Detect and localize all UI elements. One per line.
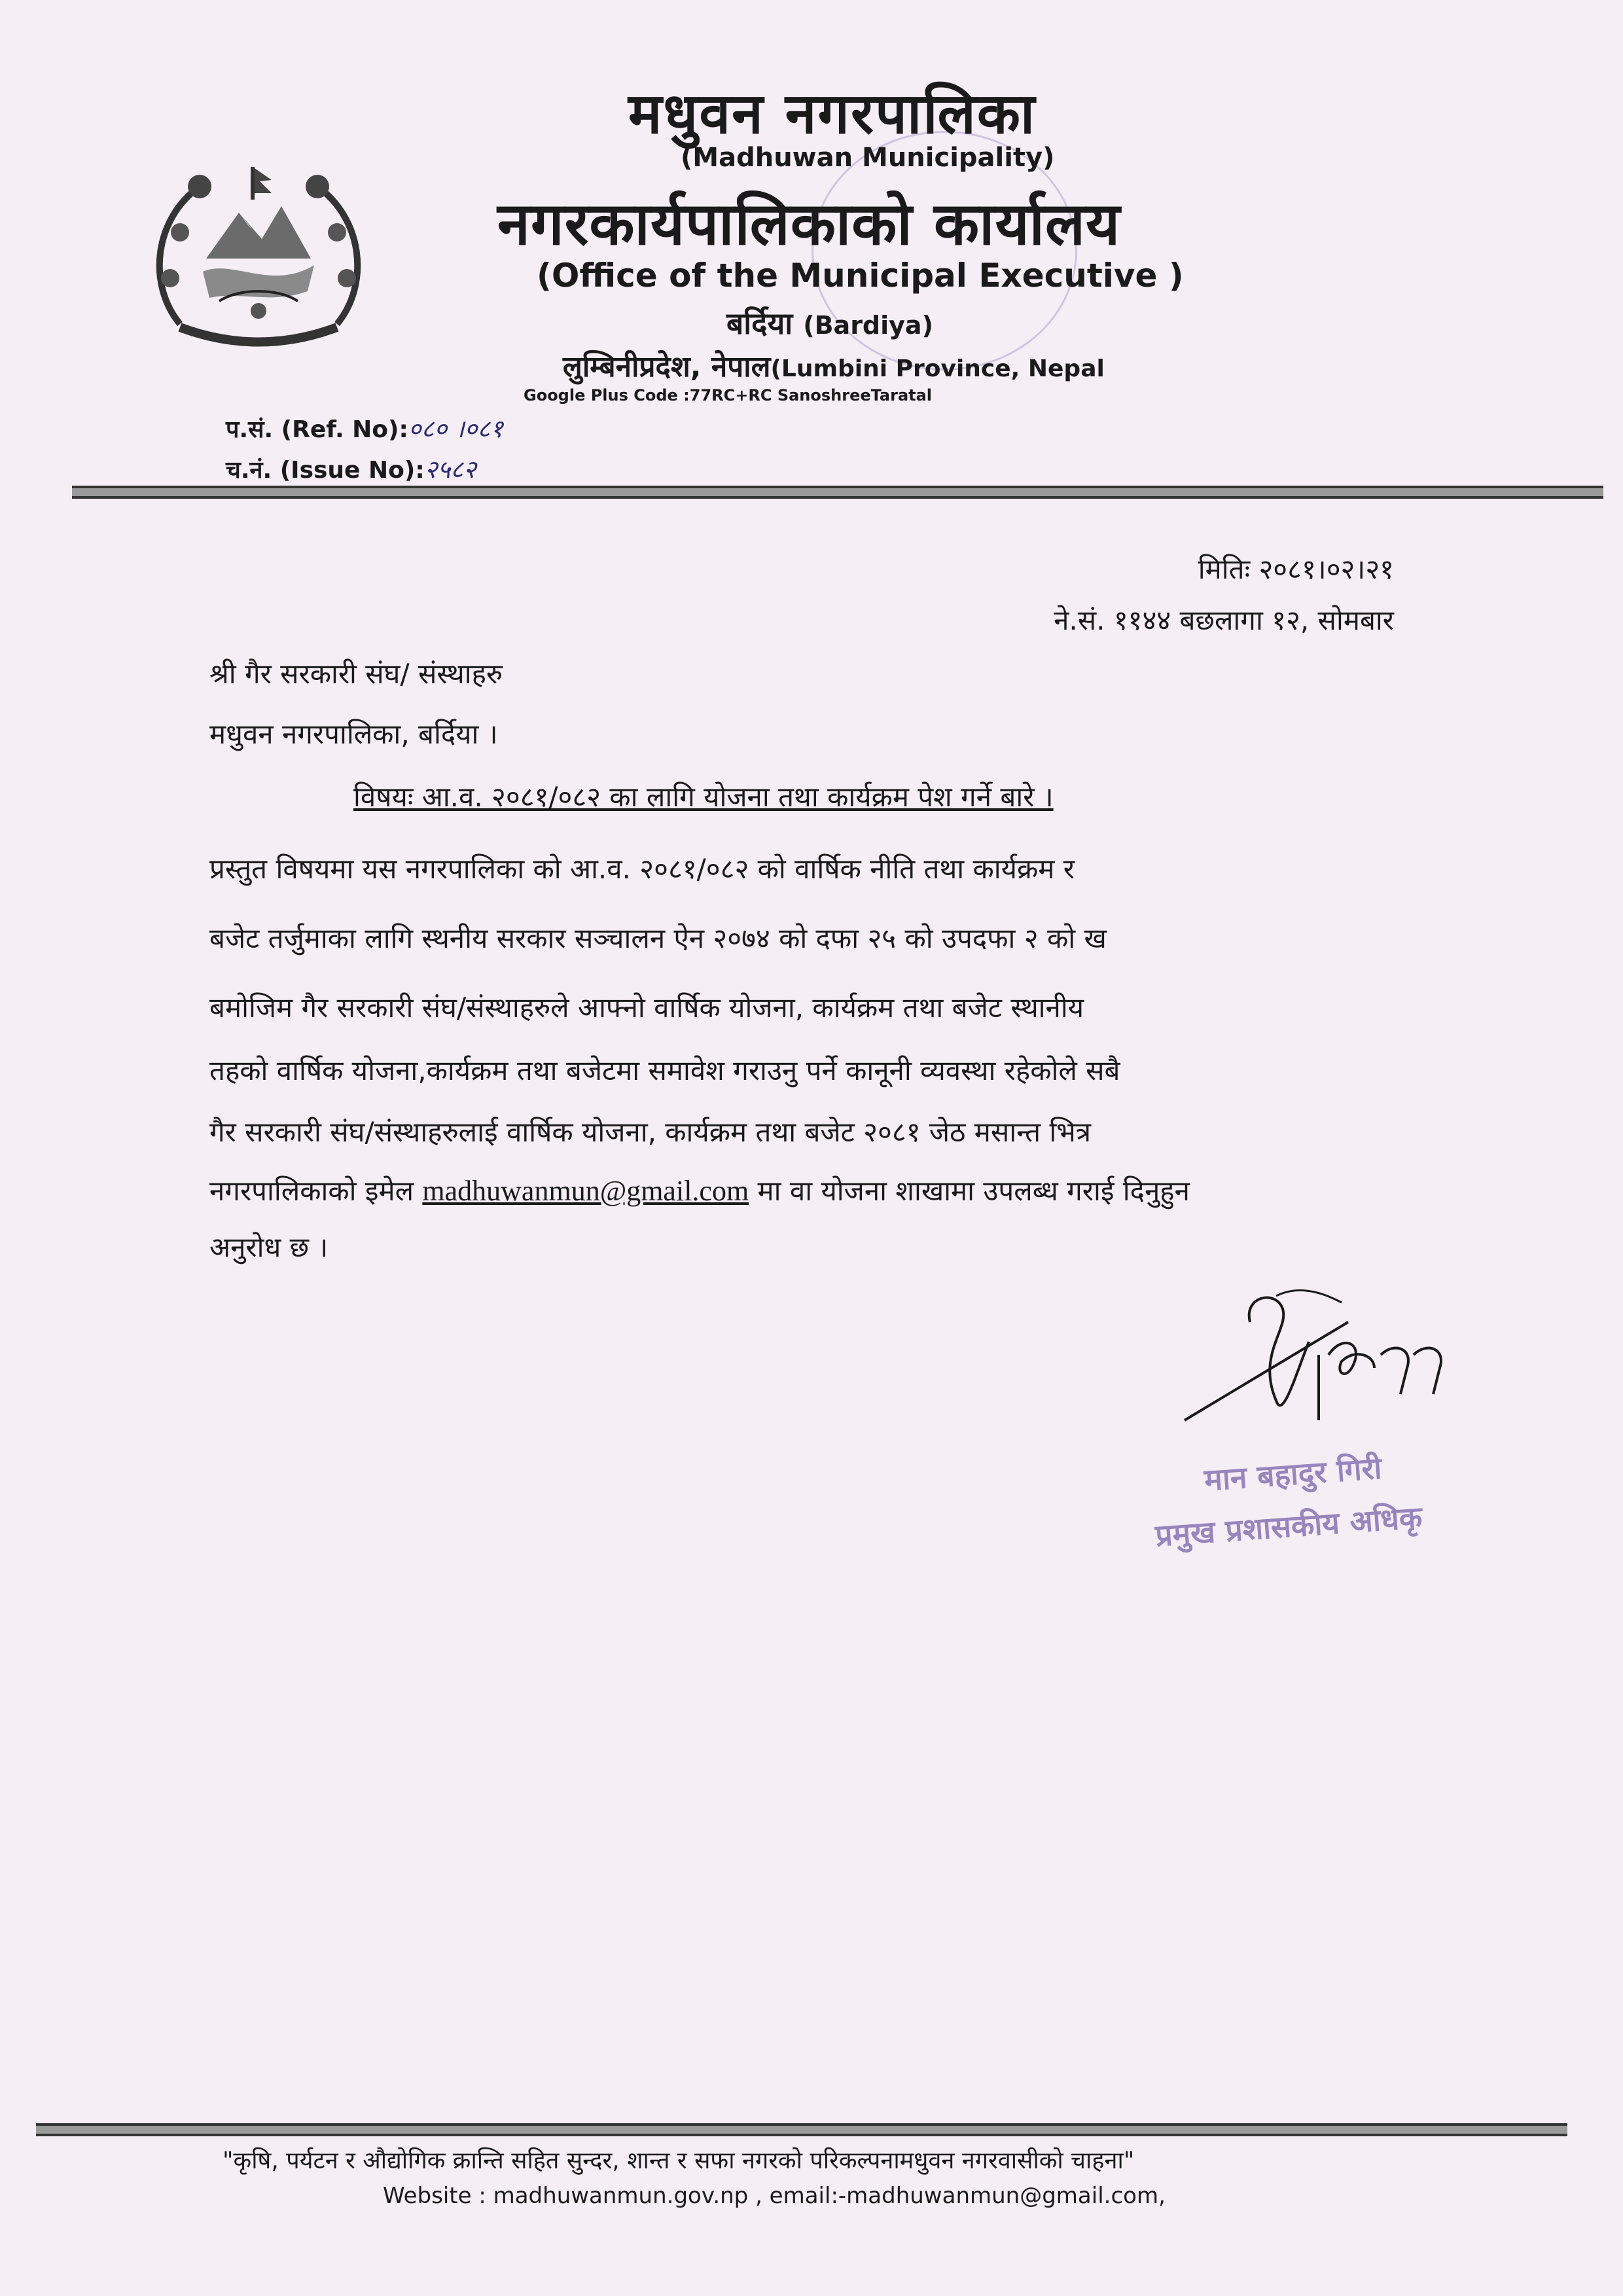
body-line-7: अनुरोध छ । [209, 1231, 329, 1263]
nepal-emblem-icon [141, 160, 376, 363]
district-np: बर्दिया [726, 306, 793, 341]
office-name-en: (Office of the Municipal Executive ) [537, 257, 1184, 295]
issue-label: च.नं. (Issue No): [226, 457, 425, 484]
google-plus-code: Google Plus Code :77RC+RC SanoshreeTaratal [524, 386, 933, 404]
issue-number [226, 452, 476, 486]
footer-contact: Website : madhuwanmun.gov.np , email:-madhuwanmun@gmail.com, [383, 2183, 1166, 2209]
body-line-2: बजेट तर्जुमाका लागि स्थनीय सरकार सञ्चालन ऐन २०७४ को दफा २५ को उपदफा २ को ख [209, 922, 1107, 954]
municipality-name-np: मधुवन नगरपालिका [628, 81, 1037, 147]
body-line-6 [209, 1172, 1466, 1209]
signature-icon [1178, 1283, 1459, 1453]
footer-motto: "कृषि, पर्यटन र औद्योगिक क्रान्ति सहित सुन्दर, शान्त र सफा नगरको परिकल्पनामधुवन नगरवासीको चाहना" [223, 2147, 1135, 2174]
date-nepal-sambat: ने.सं. ११४४ बछलागा १२, सोमबार [1054, 604, 1394, 636]
body-line-1: प्रस्तुत विषयमा यस नगरपालिका को आ.व. २०८१/०८२ को वार्षिक नीति तथा कार्यक्रम र [209, 853, 1075, 885]
body-line-6-pre: नगरपालिकाको इमेल [209, 1175, 423, 1207]
province-en: (Lumbini Province, Nepal [770, 355, 1105, 382]
ref-label: प.सं. (Ref. No): [226, 416, 408, 443]
body-line-4: तहको वार्षिक योजना,कार्यक्रम तथा बजेटमा समावेश गराउनु पर्ने कानूनी व्यवस्था रहेकोले सबै [209, 1054, 1120, 1086]
province-np: लुम्बिनीप्रदेश, नेपाल [563, 350, 771, 384]
signatory-name-stamp: मान बहादुर गिरी [1203, 1450, 1383, 1498]
office-name-np: नगरकार्यपालिकाको कार्यालय [497, 190, 1121, 259]
ref-value: ०८० ।०८१ [408, 414, 503, 443]
body-line-5: गैर सरकारी संघ/संस्थाहरुलाई वार्षिक योजना, कार्यक्रम तथा बजेट २०८१ जेठ मसान्त भित्र [209, 1116, 1091, 1148]
body-line-6-post: मा वा योजना शाखामा उपलब्ध गराई दिनुहुन [749, 1175, 1190, 1207]
addressee-line-1: श्री गैर सरकारी संघ/ संस्थाहरु [209, 658, 503, 690]
addressee-line-2: मधुवन नगरपालिका, बर्दिया । [209, 718, 498, 750]
reference-number [226, 411, 503, 445]
footer-divider [36, 2123, 1567, 2136]
district-line [726, 302, 933, 343]
header-divider [72, 486, 1603, 499]
district-en: (Bardiya) [803, 311, 933, 340]
signatory-title-stamp: प्रमुख प्रशासकीय अधिकृ [1154, 1499, 1423, 1554]
municipality-name-en: (Madhuwan Municipality) [681, 143, 1055, 173]
subject-line: विषयः आ.व. २०८१/०८२ का लागि योजना तथा कार्यक्रम पेश गर्ने बारे । [353, 781, 1054, 813]
body-line-3: बमोजिम गैर सरकारी संघ/संस्थाहरुले आफ्नो वार्षिक योजना, कार्यक्रम तथा बजेट स्थानीय [209, 992, 1084, 1024]
date-miti: मितिः २०८१।०२।२१ [1198, 553, 1394, 585]
issue-value: २५८२ [424, 455, 476, 484]
province-line [563, 346, 1105, 385]
email-link[interactable]: madhuwanmun@gmail.com [422, 1175, 749, 1207]
